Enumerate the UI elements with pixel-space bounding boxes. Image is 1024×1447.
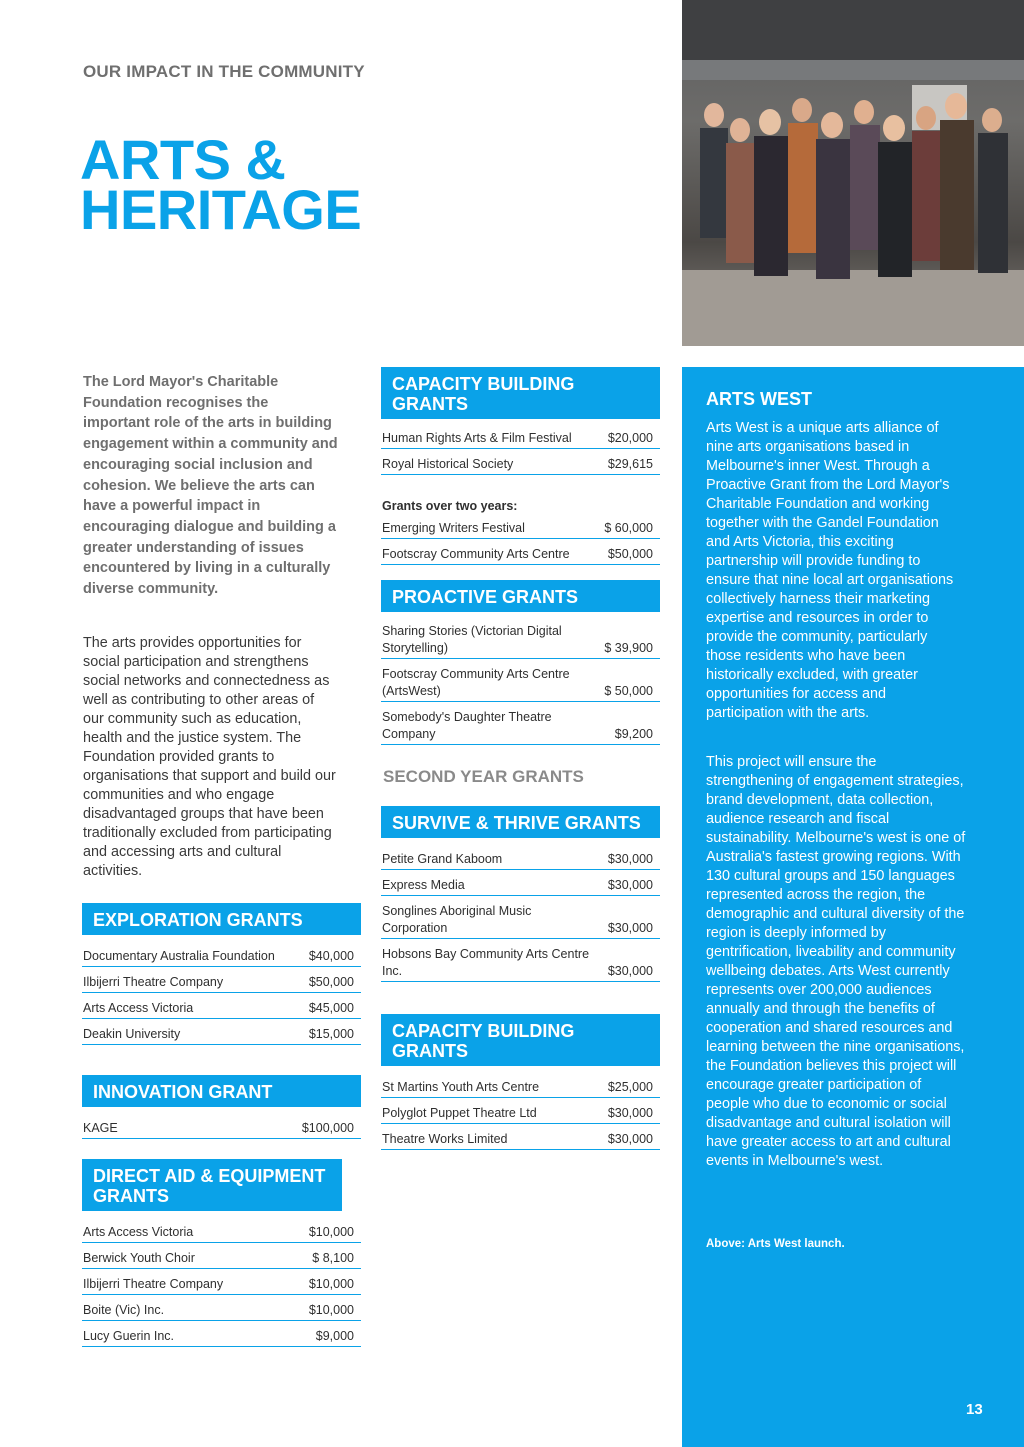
table-row: [82, 998, 361, 1019]
grant-amount: $30,000: [607, 1132, 653, 1146]
grantee-name: Arts Access Victoria: [83, 1225, 194, 1239]
table-row: [82, 1326, 361, 1347]
arts-west-panel: [682, 367, 1024, 1447]
arts-west-launch-photo: [682, 0, 1024, 346]
grant-amount: $30,000: [607, 964, 653, 978]
grantee-name: Express Media: [382, 878, 465, 892]
intro-body-paragraph: The arts provides opportunities for social participation and strengthens social networks and connectedness as well as contributing to other areas of our community such as education, health and the justice system. The Foundation provided grants to organisations that support and build our communities and who engage disadvantaged groups that have been traditionally excluded from participating and accessing arts and cultural activities.: [83, 635, 336, 879]
second-year-capacity-building-table: [381, 1014, 660, 1150]
grantee-name: KAGE: [83, 1121, 118, 1135]
table-row: [381, 1129, 660, 1150]
title-line-2: HERITAGE: [80, 178, 362, 241]
capacity-building-grants-table: [381, 367, 660, 565]
direct-aid-grants-table: [82, 1159, 361, 1347]
direct-aid-grants-heading: DIRECT AID & EQUIPMENT GRANTS: [82, 1159, 342, 1211]
photo-caption: Above: Arts West launch.: [706, 1238, 845, 1250]
second-year-grants-label: SECOND YEAR GRANTS: [383, 767, 584, 786]
capacity-building-grants-heading: CAPACITY BUILDING GRANTS: [381, 367, 660, 419]
grant-amount: $50,000: [308, 975, 354, 989]
table-row: [82, 946, 361, 967]
second-year-capacity-building-heading: CAPACITY BUILDING GRANTS: [381, 1014, 660, 1066]
grant-amount: $30,000: [607, 878, 653, 892]
grantee-name: Deakin University: [83, 1027, 181, 1041]
grant-amount: $25,000: [607, 1080, 653, 1094]
grant-amount: $20,000: [607, 431, 653, 445]
survive-thrive-grants-table: [381, 806, 660, 982]
table-row: [381, 664, 660, 702]
grantee-name: Theatre Works Limited: [382, 1132, 508, 1146]
group-photo-illustration: [682, 0, 1024, 346]
exploration-grants-table: [82, 903, 361, 1045]
grantee-name: Footscray Community Arts Centre: [382, 547, 570, 561]
grant-amount: $ 60,000: [604, 521, 653, 535]
grantee-name: Emerging Writers Festival: [382, 521, 525, 535]
grants-over-two-years-subheading: Grants over two years:: [382, 499, 518, 513]
table-row: [82, 972, 361, 993]
table-row: [381, 454, 660, 475]
table-row: [381, 1103, 660, 1124]
intro-lead-paragraph: The Lord Mayor's Charitable Foundation recognises the important role of the arts in building engagement within a community and encouraging social inclusion and cohesion. We believe the arts can have a powerful impact in encouraging dialogue and building a greater understanding of issues encountered by living in a culturally diverse community.: [83, 374, 338, 598]
grant-amount: $9,200: [614, 727, 653, 741]
grantee-name: Songlines Aboriginal Music Corporation: [382, 904, 532, 935]
grantee-name: Footscray Community Arts Centre (ArtsWest): [382, 667, 570, 698]
table-row: [381, 944, 660, 982]
page-title: [80, 128, 362, 241]
grantee-name: Somebody's Daughter Theatre Company: [382, 710, 552, 741]
table-row: [82, 1024, 361, 1045]
table-row: [82, 1248, 361, 1269]
grant-amount: $29,615: [607, 457, 653, 471]
survive-thrive-grants-heading: SURVIVE & THRIVE GRANTS: [381, 806, 660, 838]
grantee-name: Sharing Stories (Victorian Digital Storytelling): [382, 624, 562, 655]
grant-amount: $ 50,000: [604, 684, 653, 698]
grantee-name: Human Rights Arts & Film Festival: [382, 431, 572, 445]
grantee-name: Ilbijerri Theatre Company: [83, 1277, 224, 1291]
grant-amount: $50,000: [607, 547, 653, 561]
innovation-grant-heading: INNOVATION GRANT: [82, 1075, 361, 1107]
table-row: [381, 544, 660, 565]
grant-amount: $9,000: [315, 1329, 354, 1343]
grantee-name: Boite (Vic) Inc.: [83, 1303, 165, 1317]
grant-amount: $ 39,900: [604, 641, 653, 655]
arts-west-heading: ARTS WEST: [706, 389, 812, 409]
grant-amount: $30,000: [607, 921, 653, 935]
table-row: [381, 1077, 660, 1098]
table-row: [381, 428, 660, 449]
grant-amount: $15,000: [308, 1027, 354, 1041]
table-row: [82, 1300, 361, 1321]
grant-amount: $10,000: [308, 1303, 354, 1317]
grant-amount: $30,000: [607, 1106, 653, 1120]
table-row: [82, 1274, 361, 1295]
page-number: 13: [966, 1401, 983, 1418]
grantee-name: Petite Grand Kaboom: [382, 852, 503, 866]
innovation-grant-table: [82, 1075, 361, 1139]
grantee-name: Lucy Guerin Inc.: [83, 1329, 175, 1343]
table-row: [381, 621, 660, 659]
exploration-grants-heading: EXPLORATION GRANTS: [82, 903, 361, 935]
table-row: [82, 1118, 361, 1139]
grantee-name: Royal Historical Society: [382, 457, 514, 471]
arts-west-paragraph-1: Arts West is a unique arts alliance of nine arts organisations based in Melbourne's inner West. Through a Proactive Grant from the Lord Mayor's Charitable Foundation and working together with the Gandel Foundation and Arts Victoria, this exciting partnership will provide funding to ensure that nine local art organisations collectively harness their marketing expertise and resources in order to provide the community, particularly those residents who have been historically excluded, with greater opportunities for access and participation with the arts.: [706, 420, 954, 721]
arts-west-paragraph-2: This project will ensure the strengthening of engagement strategies, brand development, data collection, audience research and fiscal sustainability. Melbourne's west is one of Australia's fastest growing regions. With 130 cultural groups and 150 languages represented across the region, the demographic and cultural diversity of the region is deeply informed by gentrification, liveability and community wellbeing debates. Arts West currently represents over 200,000 audiences annually and through the benefits of cooperation and shared resources and learning between the nine organisations, the Foundation believes this project will encourage greater participation of people who due to economic or social disadvantage and cultural isolation will have greater access to art and cultural events in Melbourne's west.: [706, 754, 966, 1169]
grantee-name: Hobsons Bay Community Arts Centre Inc.: [382, 947, 590, 978]
title-line-1: ARTS &: [80, 128, 286, 191]
section-kicker: OUR IMPACT IN THE COMMUNITY: [83, 62, 365, 81]
proactive-grants-table: [381, 580, 660, 745]
table-row: [381, 518, 660, 539]
grantee-name: St Martins Youth Arts Centre: [382, 1080, 540, 1094]
grant-amount: $45,000: [308, 1001, 354, 1015]
grantee-name: Documentary Australia Foundation: [83, 949, 275, 963]
proactive-grants-heading: PROACTIVE GRANTS: [381, 580, 660, 612]
table-row: [82, 1222, 361, 1243]
grant-amount: $10,000: [308, 1277, 354, 1291]
table-row: [381, 901, 660, 939]
grant-amount: $ 8,100: [312, 1251, 354, 1265]
grant-amount: $30,000: [607, 852, 653, 866]
grant-amount: $100,000: [301, 1121, 354, 1135]
grantee-name: Berwick Youth Choir: [83, 1251, 195, 1265]
table-row: [381, 875, 660, 896]
table-row: [381, 849, 660, 870]
grantee-name: Arts Access Victoria: [83, 1001, 194, 1015]
grantee-name: Polyglot Puppet Theatre Ltd: [382, 1106, 537, 1120]
grant-amount: $40,000: [308, 949, 354, 963]
grant-amount: $10,000: [308, 1225, 354, 1239]
table-row: [381, 707, 660, 745]
grantee-name: Ilbijerri Theatre Company: [83, 975, 224, 989]
